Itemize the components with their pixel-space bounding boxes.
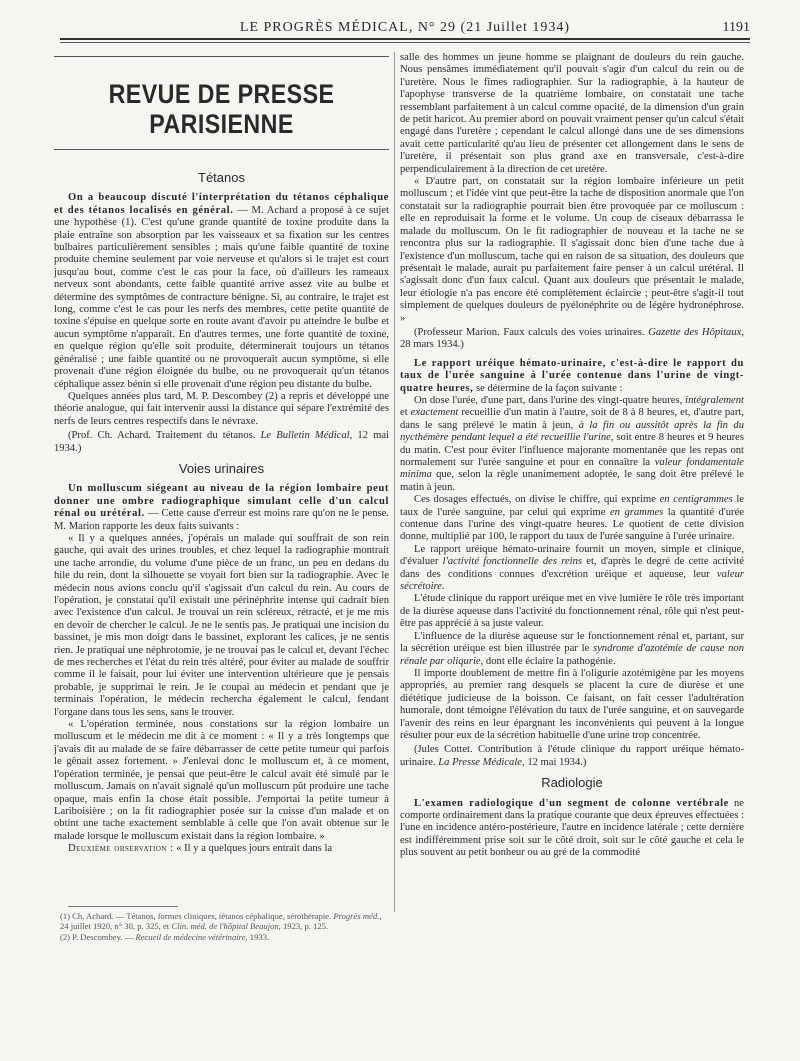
revue-rule-bottom	[54, 149, 389, 150]
fn1-a: (1) Ch. Achard. — Tétanos, formes cliniques, tétanos céphalique, sérothérapie.	[60, 911, 334, 921]
tetanos-ref-date: 12 mai 1934.)	[54, 430, 389, 454]
fn1-i2: Clin. méd. de l'hôpital Beaujon,	[171, 921, 281, 932]
fn2-a: (2) P. Descombey. —	[60, 931, 136, 942]
obs2-start-text: « Il y a quelques jours entrait dans la	[173, 843, 333, 855]
tetanos-ref-journal: Le Bulletin Médical,	[260, 430, 353, 442]
rapport-body: se détermine de la façon suivante :	[473, 382, 623, 394]
rapport-paragraph-2	[400, 395, 744, 494]
rp3-a: Ces dosages effectués, on divise le chiffre, qui exprime	[414, 494, 660, 506]
tetanos-lead: On a beaucoup discuté l'interprétation du tétanos céphalique et des tétanos localisés en général.	[54, 192, 389, 216]
radiologie-paragraph-1	[400, 798, 744, 860]
fn2-i: Recueil de médecine vétérinaire,	[135, 931, 248, 942]
obs2-paragraph-2: « D'autre part, on constatait sur la région lombaire inférieure un petit molluscum ; et l'idée vint que peut-être la tache de disposition anormale que l'on constatait sur la radiographie pourrait bien être provoquée par ce molluscum : elle en reproduisait la forme et le volume. Un coup de ciseaux débarrassa le malade du molluscum. On le fit radiographier de nouveau et la tache ne se rencontra plus sur la radiographie. Il s'agissait donc bien d'une tache due à l'existence d'un molluscum, tache qui en raison de sa situation, des douleurs que présentait le malade, aurait pu parfaitement faire penser à un calcul urétéral. Il s'agissait donc d'un faux calcul. Quant aux douleurs que présentait le malade, leur étiologie n'a pas encore été complètement éclaircie ; peut-être s'agit-il tout simplement de quelques douleurs de pyélonéphrite ou de légère hydronéphrose. »	[400, 176, 744, 324]
rp4-i1: l'activité fonctionnelle des reins	[442, 556, 583, 568]
rp4-i2: valeur sécrétoire.	[400, 568, 744, 593]
revue-rule-top	[54, 56, 389, 57]
cottet-ref-author: (Jules Cottet. Contribution à l'étude clinique du rapport uréique hémato-urinaire.	[400, 744, 744, 768]
rp4-b: et, d'après le degré de cette activité dans des conditions connues d'excrétion uréique et aqueuse, leur	[400, 556, 744, 580]
tetanos-paragraph-2: Quelques années plus tard, M. P. Descombey (2) a repris et développé une théorie analogue, qui fait intervenir aussi la distance qui sépare l'extrémité des nerfs de leurs centres respectifs dans le névraxe.	[54, 390, 389, 427]
rp4-a: Le rapport uréique hémato-urinaire fournit un moyen, simple et clinique, d'évaluer	[400, 543, 744, 568]
cottet-reference	[400, 744, 744, 769]
rapport-paragraph-7: Il importe doublement de mettre fin à l'oligurie azotémigène par les moyens appropriés, au premier rang desquels se placent la cure de diurèse et une diététique judicieuse de la boisson. Ce faisant, on fait cesser l'adultération humorale, dont témoigne l'élévation du taux de l'urée sanguine, et on sauvegarde l'avenir des reins en leur épargnant les inconvénients qui peuvent à la longue résulter pour eux de la sécrétion habituelle d'une urine trop concentrée.	[400, 667, 744, 741]
running-head	[60, 20, 750, 40]
rp2-i3: à la fin ou aussitôt après la fin du nycthémère pendant lequel a été recueillie l'urine,	[400, 419, 745, 444]
voies-lead: Un molluscum siégeant au niveau de la région lombaire peut donner une ombre radiographique simulant celle d'un calcul rénal ou urétéral.	[54, 483, 389, 520]
tetanos-paragraph-1	[54, 192, 389, 391]
section-heading-radiologie: Radiologie	[541, 775, 603, 791]
rp2-c: recueillie d'un matin à l'autre, soit de 8 à 8 heures, et, d'autre part, dans le sang prélevé le matin à jeun,	[400, 407, 744, 431]
rapport-paragraph-4	[400, 544, 744, 594]
header-rule-thick	[60, 38, 750, 40]
fn1-i: Progrès méd.,	[333, 911, 382, 921]
right-column	[400, 52, 744, 860]
voies-observation-2-start	[54, 843, 389, 855]
rp6-a: L'influence de la diurèse aqueuse sur le fonctionnement rénal et, partant, sur la sécrétion uréique est bien illustrée par le	[400, 630, 744, 655]
fn1-b: 24 juillet 1920, n° 30, p. 325, et	[60, 921, 172, 932]
footnote-2	[60, 932, 385, 942]
rp6-b: dont elle éclaire la pathogénie.	[483, 655, 616, 667]
tetanos-body: — M. Achard a proposé à ce sujet une hypothèse (1). C'est qu'une grande quantité de toxine produite dans la plaie entraîne son absorption par les vaisseaux et sa fixation sur les centres bulbaires particulièrement sensibles ; mais qu'une faible quantité de toxine produite chemine seulement par voie nerveuse et qu'alors si le trajet est court jusqu'au bout, comme c'est le cas pour la face, où d'ailleurs les rameaux nerveux sont abondants, cette faible quantité arrive assez vite au bulbe et détermine des symptômes de contracture bénigne. Si, au contraire, le trajet est long, comme c'est le cas pour les nerfs des membres, cette petite quantité de toxine s'épuise en quelque sorte en route avant d'avoir pu atteindre le bulbe et aucun symptôme n'apparaît. En d'autres termes, une forte quantité de toxine, en quelque région qu'elle soit produite, déterminerait toujours un tétanos généralisé ; une faible quantité ou ne provoquerait aucun symptôme, si elle provenait d'une région éloignée du bulbe, ou ne provoquerait qu'un tétanos céphalique assez bénin si elle provenait d'une région peu distante du bulbe.	[54, 204, 389, 390]
radio-lead: L'examen radiologique d'un segment de colonne vertébrale	[414, 797, 729, 809]
tetanos-ref-author: (Prof. Ch. Achard. Traitement du tétanos.	[68, 430, 256, 442]
section-heading-tetanos: Tétanos	[198, 170, 245, 185]
rp2-b: et	[400, 407, 411, 419]
fn1-c: 1923, p. 125.	[280, 921, 329, 932]
rp2-d: soit entre 8 heures et 9 heures du matin. C'est pour éviter l'influence majorante momentanée que les repas ont normalement sur l'urée sanguine et pour en connaître la	[400, 432, 744, 468]
fn2-b: 1933.	[247, 931, 270, 942]
rp2-e: que, selon la règle unanimement adoptée, le sang doit être prélevé le matin à jeun.	[400, 469, 744, 493]
section-heading-voies-urinaires: Voies urinaires	[178, 460, 265, 476]
rapport-paragraph-1	[400, 358, 744, 395]
rapport-lead: Le rapport uréique hémato-urinaire, c'est-à-dire le rapport du taux de l'urée sanguine à l'urée contenue dans l'urine de vingt-quatre heures,	[400, 357, 744, 394]
page-number: 1191	[722, 20, 750, 35]
rp3-i1: en centigrammes	[659, 494, 733, 506]
marion-ref-date: 28 mars 1934.)	[400, 339, 464, 351]
cottet-ref-journal: La Presse Médicale,	[438, 756, 525, 768]
rp3-b: le taux de l'urée sanguine, par celui qui exprime	[400, 494, 744, 518]
marion-reference	[400, 327, 744, 352]
voies-paragraph-1	[54, 483, 389, 533]
rapport-paragraph-3	[400, 494, 744, 544]
radio-body: ne comporte ordinairement dans la pratique courante que deux épreuves effectuées : l'une en incidence antéro-postérieure, l'autre en incidence latérale ; cette dernière est indifféremment prise soit sur le côté droit, soit sur le côté gauche et cela le plus souvent au petit bonheur ou au gré de la commodité	[400, 797, 744, 859]
running-head-title: LE PROGRÈS MÉDICAL, N° 29 (21 Juillet 1934)	[239, 20, 571, 35]
rp2-a: On dose l'urée, d'une part, dans l'urine des vingt-quatre heures,	[414, 394, 686, 406]
rp2-i4: valeur fondamentale minima	[400, 457, 744, 481]
header-rule-thin	[60, 42, 750, 43]
revue-title: REVUE DE PRESSE PARISIENNE	[108, 79, 335, 139]
rp2-i1: intégralement	[685, 394, 744, 406]
footnotes	[60, 911, 385, 942]
voies-observation-1b: « L'opération terminée, nous constations sur la région lombaire un molluscum et le médecin me dit à ce moment : « Il y a très longtemps que j'avais dit au malade de se faire débarrasser de cette petite tumeur qui parfois le gênait assez fortement. » J'enlevai donc le molluscum et, à ce moment, l'opération terminée, je pensai que peut-être le calcul avait été simulé par le molluscum. Jamais on n'avait signalé qu'un molluscum pût produire une tache opaque, mais enfin la chose était possible. J'emportai la petite tumeur à Lariboisière ; on la fit radiographier posée sur la cuisse d'un malade et on obtint une tache exactement semblable à celle que l'on avait obtenue sur le malade lorsque le molluscum existait dans la région lombaire. »	[54, 719, 389, 842]
column-divider	[394, 52, 395, 912]
cottet-ref-date: 12 mai 1934.)	[527, 756, 587, 768]
obs2-label: Deuxième observation :	[68, 843, 174, 855]
rapport-paragraph-6	[400, 631, 744, 668]
voies-body: — Cette cause d'erreur est moins rare qu'on ne le pense. M. Marion rapporte les deux faits suivants :	[54, 508, 389, 532]
rp2-i2: exactement	[410, 407, 459, 419]
rp6-i1: syndrome d'azotémie de cause non rénale par oliqurie,	[400, 643, 745, 667]
rapport-paragraph-5: L'étude clinique du rapport uréique met en vive lumière le rôle très important de la diurèse aqueuse dans l'activité du fonctionnement rénal, rôle qui n'est peut-être pas apprécié à sa juste valeur.	[400, 593, 744, 630]
marion-ref-journal: Gazette des Hôpitaux,	[648, 326, 744, 338]
footnote-1	[60, 911, 385, 932]
rp3-c: la quantité d'urée contenue dans l'urine des vingt-quatre heures. Le quotient de cette division donne, multiplié par 100, le rapport du taux de l'urée sanguine à l'urée urinaire.	[400, 506, 744, 543]
footnote-rule	[68, 906, 178, 907]
rp3-i2: en grammes	[609, 506, 664, 518]
voies-observation-1: « Il y a quelques années, j'opérais un malade qui souffrait de son rein gauche, qui avait des urines troubles, et chez lequel la radiographie montrait une tache arrondie, du volume d'une pièce de un franc, un peu en dedans du hile du rein, dont la silhouette se voyait fort bien sur la radiographie. Avec le médecin nous avions conclu qu'il s'agissait d'un calcul du rein. Au cours de l'opération, je constatai qu'il existait une périnéphrite intense qui cadrait bien avec l'existence d'un calcul. Je trouvai un rein scléreux, rétracté, et je me mis en devoir de chercher le calcul. Je ne le sentis pas. Je pratiquai une incision du bassinet, je mis mon doigt dans le bassinet, explorant les calices, je ne sentis rien. Je pratiquai une néphrotomie, je ne trouvai pas le calcul et, devant l'échec de mes recherches et l'état du rein très altéré, pour éviter au malade de souffrir comme il le faisait, pour lui éviter une intervention ultérieure que je pensais probable, je supprimai le rein. Je le coupai au médecin et pendant que je terminais l'opération, le médecin rechercha également le calcul, fendant l'organe dans tous les sens, sans le trouver.	[54, 532, 389, 718]
left-column	[54, 52, 389, 856]
tetanos-reference	[54, 430, 389, 455]
obs2-continuation: salle des hommes un jeune homme se plaignant de douleurs du rein gauche. Nous pensâmes immédiatement qu'il pouvait s'agir d'un calcul du rein ou de l'uretère. Nous le fîmes radiographier. Sur la radiographie, à la hauteur de l'apophyse transverse de la quatrième lombaire, on constatait une tache ressemblant parfaitement à un calcul comme opacité, de la dimension d'un grain de petit haricot. Au premier abord on pouvait vraiment penser qu'un calcul s'était engagé dans l'uretère ; cependant le calcul allongé dans une de ses dimensions avait cette particularité qu'au lieu de présenter cet allongement dans le sens de l'uretère, il présentait son plus grand axe en transversale, c'est-à-dire perpendiculairement à la direction de cet uretère.	[400, 52, 744, 175]
marion-ref-author: (Professeur Marion. Faux calculs des voies urinaires.	[414, 326, 645, 338]
